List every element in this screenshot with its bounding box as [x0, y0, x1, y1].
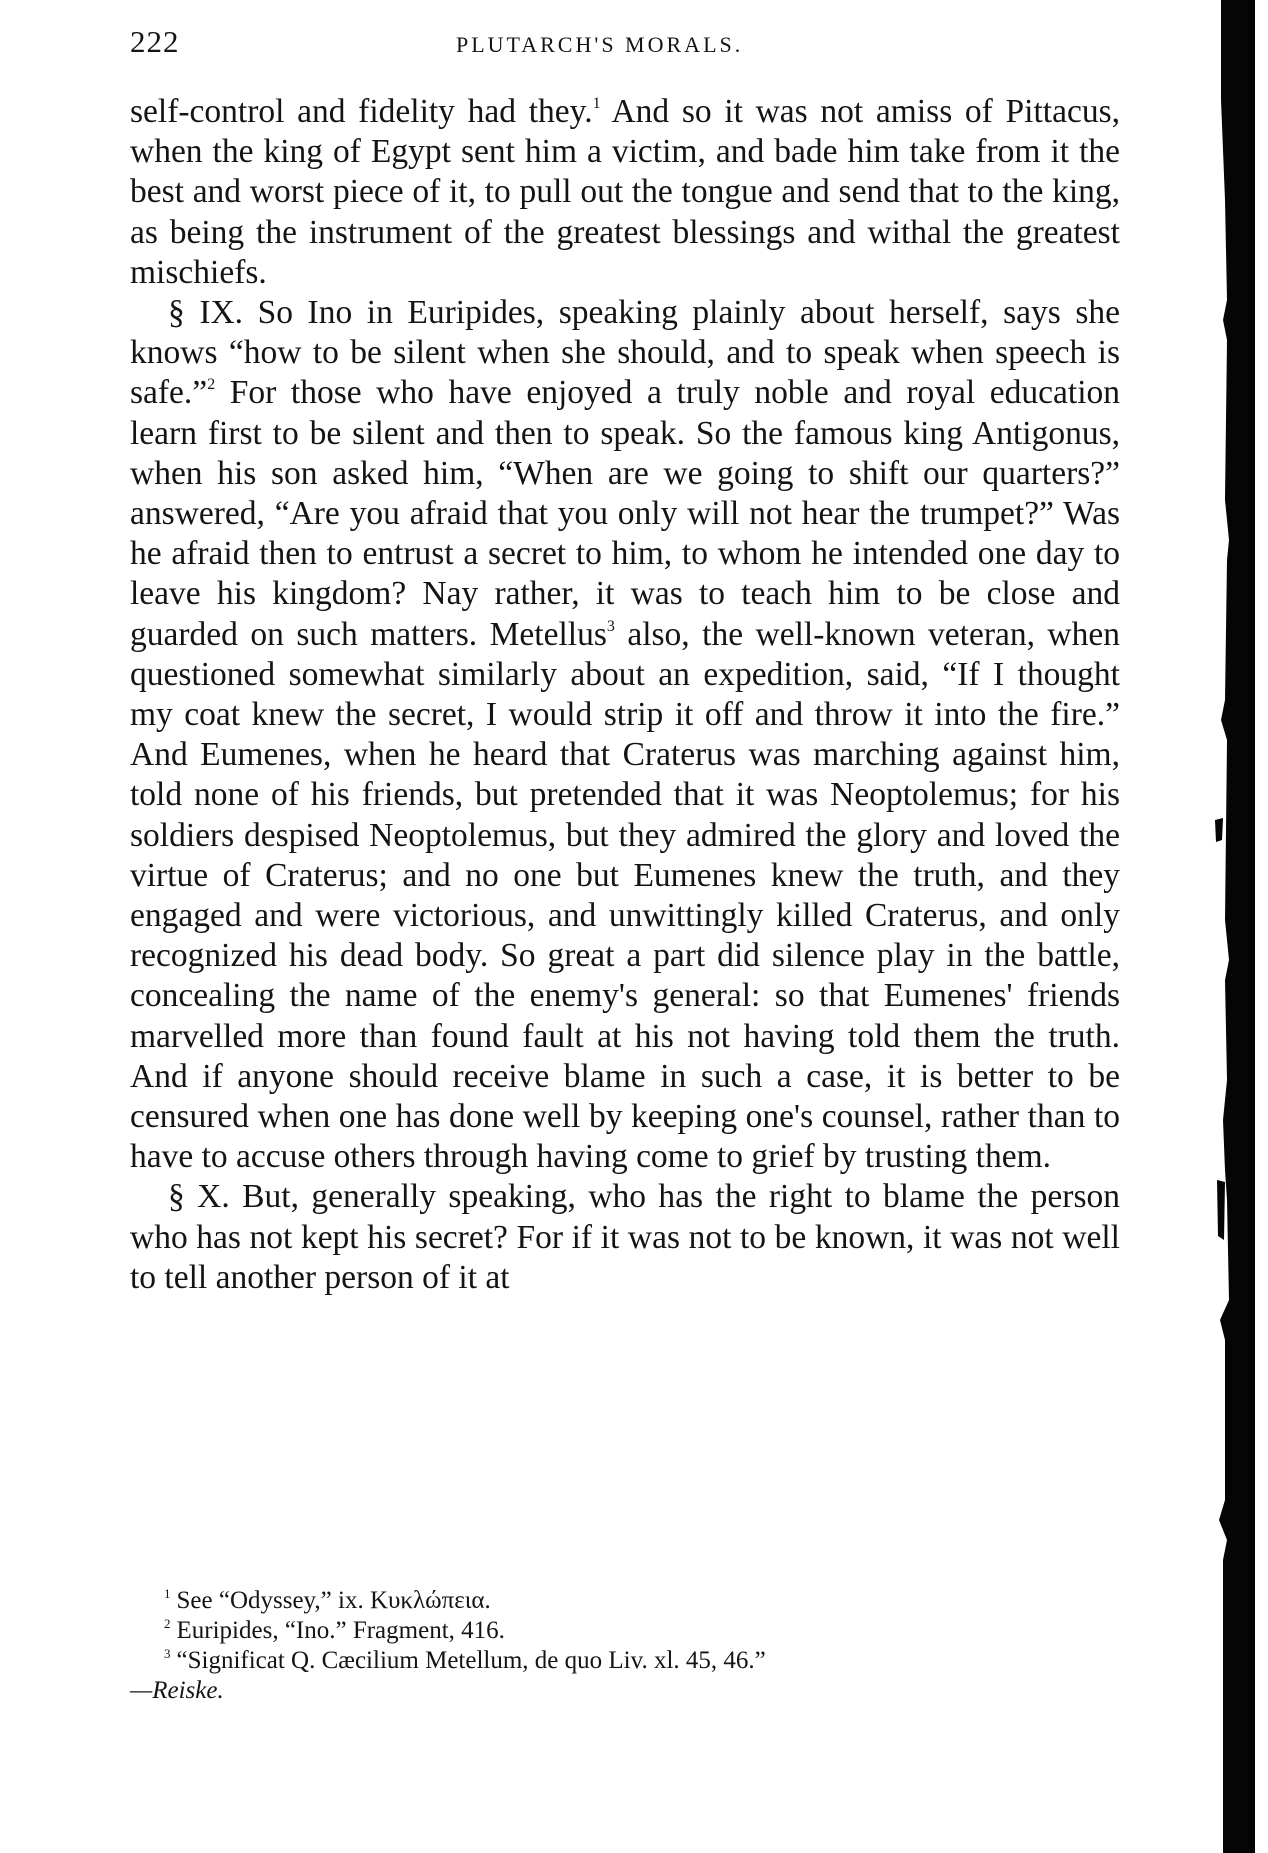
- paragraph-1-text-b: And so it was not amiss of Pittacus, when the king of Egypt sent him a victim, and bade him take from it the best and worst piece of it, to pull out the tongue and send that to the king, as being the instrument of the greatest blessings and withal the greatest mischiefs.: [130, 93, 1120, 291]
- footnote-mark: 2: [164, 1616, 171, 1631]
- footnote-ref-1: 1: [592, 95, 601, 112]
- footnote-text: Euripides, “Ino.” Fragment, 416.: [176, 1617, 505, 1644]
- running-title: PLUTARCH'S MORALS.: [456, 32, 744, 57]
- footnote-1: [130, 1586, 1120, 1616]
- paragraph-section-x: § X. But, generally speaking, who has the right to blame the person who has not kept his secret? For if it was not to be known, it was not well to tell another person of it at: [130, 1178, 1120, 1296]
- paragraph-section-ix: [130, 293, 1120, 1177]
- footnote-mark: 1: [164, 1586, 171, 1601]
- binding-shadow: [1215, 0, 1268, 1853]
- footnote-3: [130, 1646, 1120, 1706]
- paragraph-1: [130, 92, 1120, 293]
- paragraph-2-text-b: For those who have enjoyed a truly noble and royal education learn first to be silent and then to speak. So the famous king Antigonus, when his son asked him, “When are we going to shift our quarters?” answered, “Are you afraid that you only will not hear the trumpet?” Was he afraid then to entrust a secret to him, to whom he intended one day to leave his kingdom? Nay rather, it was to teach him to be close and guarded on such matters. Metellus: [130, 374, 1120, 653]
- footnote-ref-2: 2: [207, 376, 216, 394]
- footnotes: [130, 1586, 1120, 1706]
- page-number: 222: [130, 24, 180, 59]
- paragraph-2-text-a: § IX. So Ino in Euripides, speaking plainly about herself, says she knows “how to be silent when she should, and to speak when speech is safe.”: [130, 294, 1120, 412]
- footnote-text: “Significat Q. Cæcilium Metellum, de quo Liv. xl. 45, 46.”: [176, 1647, 766, 1674]
- paragraph-2-text-c: also, the well-known veteran, when questioned somewhat similarly about an expedition, said, “If I thought my coat knew the secret, I would strip it off and throw it into the fire.” And Eumenes, when he heard that Craterus was marching against him, told none of his friends, but pretended that it was Neoptolemus; for his soldiers despised Neoptolemus, but they admired the glory and loved the virtue of Craterus; and no one but Eumenes knew the truth, and they engaged and were victorious, and unwittingly killed Craterus, and only recognized his dead body. So great a part did silence play in the battle, concealing the name of the enemy's general: so that Eumenes' friends marvelled more than found fault at his not having told them the truth. And if anyone should receive blame in such a case, it is better to be censured when one has done well by keeping one's counsel, rather than to have to accuse others through having come to grief by trusting them.: [130, 615, 1120, 1176]
- footnote-text: See “Odyssey,” ix. Κυκλώπεια.: [176, 1587, 491, 1614]
- footnote-ref-3: 3: [606, 617, 615, 635]
- page-header: [130, 18, 1120, 62]
- footnote-mark: 3: [164, 1646, 171, 1661]
- footnote-2: [130, 1616, 1120, 1646]
- footnote-attribution: —Reiske.: [130, 1677, 224, 1704]
- body-text: [130, 92, 1120, 1298]
- paragraph-1-text-a: self-control and fidelity had they.: [130, 93, 593, 130]
